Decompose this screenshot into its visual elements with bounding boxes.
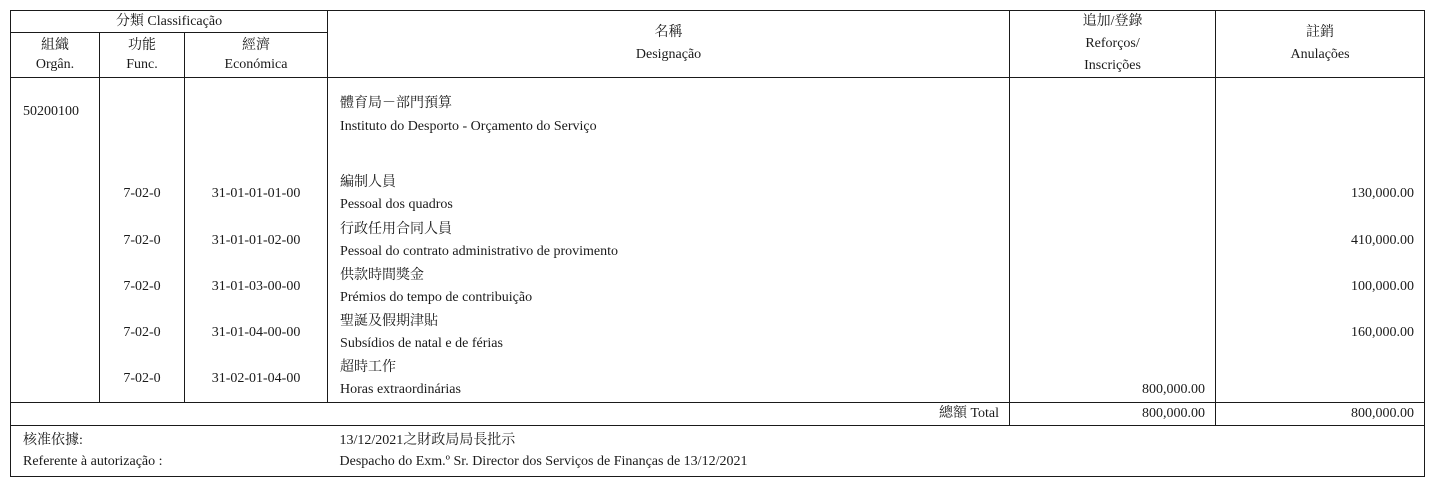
dispatch-pt: Despacho do Exm.º Sr. Director dos Serviços de Finanças de 13/12/2021 <box>339 454 748 469</box>
row-func: 7-02-0 <box>100 170 185 218</box>
footer-dispatch <box>328 426 1425 477</box>
row-designation-zh: 超時工作 <box>340 360 397 375</box>
econ-header <box>185 33 328 78</box>
section-cancel-empty <box>1216 78 1425 171</box>
basis-pt: Referente à autorização : <box>23 454 163 469</box>
row-econ: 31-01-04-00-00 <box>185 310 328 356</box>
row-econ: 31-02-01-04-00 <box>185 356 328 403</box>
row-designation-zh: 行政任用合同人員 <box>340 222 453 237</box>
econ-header-zh: 經濟 <box>242 38 271 53</box>
row-designation <box>328 264 1010 310</box>
table-row <box>11 264 1425 310</box>
row-designation-zh: 供款時間獎金 <box>340 268 425 283</box>
row-func: 7-02-0 <box>100 264 185 310</box>
row-designation <box>328 218 1010 264</box>
row-reinforce: 800,000.00 <box>1010 356 1216 403</box>
row-designation-pt: Prémios do tempo de contribuição <box>340 290 533 305</box>
reinforce-header-pt2: Inscrições <box>1084 58 1141 73</box>
row-cancel: 100,000.00 <box>1216 264 1425 310</box>
reinforce-header-zh: 追加/登錄 <box>1082 14 1143 29</box>
cancel-header-zh: 註銷 <box>1306 25 1335 40</box>
row-organ <box>11 218 100 264</box>
row-cancel: 130,000.00 <box>1216 170 1425 218</box>
section-econ-empty <box>185 78 328 171</box>
econ-header-pt: Económica <box>224 57 288 72</box>
header-row <box>11 11 1425 33</box>
budget-document <box>10 10 1424 477</box>
designation-header-pt: Designação <box>635 47 702 62</box>
row-cancel: 160,000.00 <box>1216 310 1425 356</box>
footer-basis <box>11 426 328 477</box>
total-label: 總額 Total <box>11 403 1010 426</box>
row-designation-pt: Horas extraordinárias <box>340 382 461 397</box>
table-row <box>11 356 1425 403</box>
total-reinforce: 800,000.00 <box>1010 403 1216 426</box>
func-header-zh: 功能 <box>128 38 156 53</box>
row-designation <box>328 356 1010 403</box>
row-reinforce <box>1010 218 1216 264</box>
row-reinforce <box>1010 170 1216 218</box>
section-title-pt: Instituto do Desporto - Orçamento do Serviço <box>340 119 597 134</box>
row-designation-zh: 編制人員 <box>340 175 397 190</box>
dispatch-zh: 13/12/2021之財政局局長批示 <box>339 433 516 448</box>
designation-header-zh: 名稱 <box>654 25 683 40</box>
func-header <box>100 33 185 78</box>
organ-header-zh: 組織 <box>41 38 69 53</box>
cancel-header-pt: Anulações <box>1290 47 1350 62</box>
table-row <box>11 310 1425 356</box>
table-row <box>11 218 1425 264</box>
cancel-header <box>1216 11 1425 78</box>
table-row <box>11 170 1425 218</box>
total-row <box>11 403 1425 426</box>
row-designation-pt: Pessoal dos quadros <box>340 197 453 212</box>
budget-table <box>10 10 1425 477</box>
reinforce-header-pt1: Reforços/ <box>1085 36 1140 51</box>
reinforce-header <box>1010 11 1216 78</box>
row-econ: 31-01-03-00-00 <box>185 264 328 310</box>
classification-header: 分類 Classificação <box>11 11 328 33</box>
row-econ: 31-01-01-01-00 <box>185 170 328 218</box>
basis-zh: 核准依據: <box>23 433 83 448</box>
section-func-empty <box>100 78 185 171</box>
row-designation-pt: Subsídios de natal e de férias <box>340 336 503 351</box>
organ-header <box>11 33 100 78</box>
row-designation <box>328 310 1010 356</box>
section-title-zh: 體育局－部門預算 <box>340 96 453 111</box>
row-reinforce <box>1010 264 1216 310</box>
total-cancel: 800,000.00 <box>1216 403 1425 426</box>
row-func: 7-02-0 <box>100 218 185 264</box>
row-organ <box>11 170 100 218</box>
row-organ <box>11 264 100 310</box>
row-designation-pt: Pessoal do contrato administrativo de provimento <box>340 244 619 259</box>
row-cancel <box>1216 356 1425 403</box>
footer-row <box>11 426 1425 477</box>
row-reinforce <box>1010 310 1216 356</box>
section-title <box>328 78 1010 171</box>
row-func: 7-02-0 <box>100 356 185 403</box>
section-reinforce-empty <box>1010 78 1216 171</box>
row-organ <box>11 310 100 356</box>
row-func: 7-02-0 <box>100 310 185 356</box>
organ-code: 50200100 <box>11 78 100 171</box>
row-econ: 31-01-01-02-00 <box>185 218 328 264</box>
organ-header-pt: Orgân. <box>35 57 75 72</box>
row-designation-zh: 聖誕及假期津貼 <box>340 314 439 329</box>
designation-header <box>328 11 1010 78</box>
func-header-pt: Func. <box>126 57 158 72</box>
row-cancel: 410,000.00 <box>1216 218 1425 264</box>
row-designation <box>328 170 1010 218</box>
row-organ <box>11 356 100 403</box>
section-row <box>11 78 1425 171</box>
